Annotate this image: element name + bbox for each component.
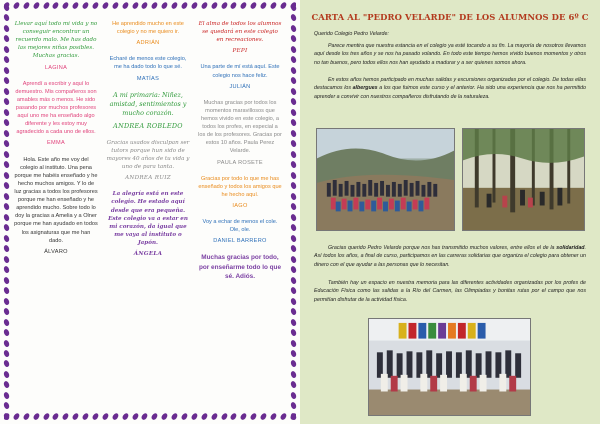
- pin-ornament-icon: [180, 2, 188, 10]
- student-message: [106, 55, 190, 82]
- pin-ornament-icon: [290, 213, 297, 221]
- pin-ornament-icon: [290, 45, 297, 53]
- message-signature: ÁLVARO: [44, 248, 68, 255]
- pin-ornament-icon: [101, 413, 109, 421]
- pin-ornament-icon: [3, 360, 10, 368]
- letter-paragraph-2: [314, 76, 586, 101]
- student-message: [106, 190, 190, 258]
- message-text: Voy a echar de menos el cole. Ole, ole.: [202, 219, 278, 234]
- pin-ornament-icon: [3, 349, 10, 357]
- pin-ornament-icon: [290, 234, 297, 242]
- decorative-border-bottom: [4, 413, 296, 422]
- message-text: A mi primaria: Niñez, amistad, sentimientos y mucho corazón.: [109, 90, 187, 118]
- message-text: Gracias usados disculpan ser tutors porque hun sido de mayores 40 años de tu vida y uno de para tanta.: [106, 139, 190, 171]
- pin-ornament-icon: [290, 349, 297, 357]
- pin-ornament-icon: [3, 119, 10, 127]
- pin-ornament-icon: [171, 2, 179, 10]
- pin-ornament-icon: [12, 2, 20, 10]
- pin-ornament-icon: [290, 265, 297, 273]
- decorative-border-left: [2, 4, 11, 420]
- pin-ornament-icon: [290, 244, 297, 252]
- message-text: La alegría está en este colegio. He estado aquí desde que era pequeña. Este colegio va a estar en mi corazón, da igual que me vaya al instituto o Japón.: [108, 191, 188, 246]
- pin-ornament-icon: [290, 328, 297, 336]
- pin-ornament-icon: [290, 297, 297, 305]
- pin-ornament-icon: [3, 140, 10, 148]
- pin-ornament-icon: [290, 119, 297, 127]
- pin-ornament-icon: [3, 328, 10, 336]
- pin-ornament-icon: [3, 98, 10, 106]
- pin-ornament-icon: [290, 77, 297, 85]
- pin-ornament-icon: [3, 381, 10, 389]
- student-message: [198, 253, 282, 281]
- pin-ornament-icon: [3, 14, 10, 22]
- pin-ornament-icon: [141, 2, 149, 10]
- pin-ornament-icon: [91, 2, 99, 10]
- pin-ornament-icon: [220, 2, 228, 10]
- student-message: [106, 20, 190, 47]
- pin-ornament-icon: [290, 140, 297, 148]
- pin-ornament-icon: [3, 192, 10, 200]
- student-message: [198, 175, 282, 210]
- pin-ornament-icon: [52, 413, 60, 421]
- message-signature: DANIEL BARRERO: [213, 238, 267, 245]
- message-text: Aprendí a escribir y aquí lo demuestro. Mis compañeros son amables más o menos. He sido pasando por muchos profesores aquí uno me ha enseñado algo diferente y les estoy muy agradecido a cada uno de ellos.: [15, 80, 97, 136]
- letter-paragraph-1: Parece mentira que nuestra estancia en el colegio ya esté tocando a su fin. La mayoría de nosotros llevamos aquí desde los tres años y se nos ha pasado volando. En todo este tiempo hemos vivido buenos momentos y otros no tan buenos, pero todos ellos nos han ayudado a madurar y a ser quienes somos ahora.: [314, 43, 586, 66]
- pin-ornament-icon: [151, 2, 159, 10]
- pin-ornament-icon: [3, 4, 10, 12]
- letter-paragraph-4: También hay un espacio en nuestra memoria para las diferentes actividades organizadas por los profes de Educación Física como las salidas a la Río del Carmen, las Olimpiadas y bonitas rutas por el campo que nos permitían disfrutar de la actividad física.: [314, 280, 586, 303]
- pin-ornament-icon: [290, 255, 297, 263]
- pin-ornament-icon: [3, 318, 10, 326]
- pin-ornament-icon: [3, 203, 10, 211]
- pin-ornament-icon: [131, 2, 139, 10]
- student-message: [14, 20, 98, 72]
- pin-ornament-icon: [171, 413, 179, 421]
- pin-ornament-icon: [42, 413, 50, 421]
- message-signature: ANDREA RUIZ: [125, 175, 171, 182]
- pin-ornament-icon: [101, 2, 109, 10]
- message-text: He aprendido mucho en este colegio y no me quiero ir.: [112, 21, 184, 36]
- pin-ornament-icon: [22, 413, 30, 421]
- pin-ornament-icon: [290, 150, 297, 158]
- student-message: [198, 63, 282, 90]
- pin-ornament-icon: [82, 2, 90, 10]
- pin-ornament-icon: [290, 171, 297, 179]
- pin-ornament-icon: [230, 413, 238, 421]
- message-text: Muchas gracias por todo, por enseñarme todo lo que sé. Adiós.: [198, 254, 282, 280]
- letter-paragraph-3: [314, 244, 586, 269]
- message-text: El alma de todos los alumnos se quedará en este colegio en recreaciones.: [198, 21, 282, 44]
- message-signature: PAULA ROSETE: [217, 159, 263, 166]
- message-signature: PEPI: [232, 48, 248, 55]
- pin-ornament-icon: [290, 182, 297, 190]
- pin-ornament-icon: [290, 286, 297, 294]
- pin-ornament-icon: [290, 35, 297, 43]
- pin-ornament-icon: [3, 276, 10, 284]
- message-signature: MATÍAS: [136, 75, 160, 82]
- pin-ornament-icon: [290, 224, 297, 232]
- pin-ornament-icon: [151, 413, 159, 421]
- message-text: Hola. Este año me voy del colegio al instituto. Una pena porque me habéis enseñado y he hecho muchos amigos. Y lo de luz gracias a todos los profesores porque me han enseñado y he aprendido mucho. Sobre todo lo doy la gracias a Amelia y a Olner porque me han ayudado en todos los asignaturas que me han dado.: [14, 156, 98, 244]
- pin-ornament-icon: [190, 2, 198, 10]
- pin-ornament-icon: [3, 255, 10, 263]
- pin-ornament-icon: [3, 150, 10, 158]
- pin-ornament-icon: [3, 391, 10, 399]
- pin-ornament-icon: [3, 171, 10, 179]
- pin-ornament-icon: [240, 413, 248, 421]
- pin-ornament-icon: [290, 14, 297, 22]
- message-signature: ANDREA ROBLEDO: [113, 121, 183, 130]
- pin-ornament-icon: [290, 56, 297, 64]
- pin-ornament-icon: [200, 2, 208, 10]
- pin-ornament-icon: [3, 213, 10, 221]
- pin-ornament-icon: [3, 129, 10, 137]
- pin-ornament-icon: [290, 402, 297, 410]
- pin-ornament-icon: [121, 413, 129, 421]
- pin-ornament-icon: [290, 360, 297, 368]
- student-message: [198, 218, 282, 245]
- right-page-letter: [300, 0, 600, 424]
- photo-gym-group: [368, 318, 531, 416]
- pin-ornament-icon: [290, 318, 297, 326]
- pin-ornament-icon: [121, 2, 129, 10]
- highlight-albergues: albergues: [352, 85, 378, 92]
- pin-ornament-icon: [290, 108, 297, 116]
- paragraph-2-text-b: a los que fuimos este curso y el anterior. Ha sido una experiencia que nos ha permitido aprender a convivir con nuestros compañeros disfrutando de la naturaleza.: [314, 85, 586, 100]
- pin-ornament-icon: [32, 413, 40, 421]
- pin-ornament-icon: [290, 192, 297, 200]
- student-message: [106, 139, 190, 183]
- pin-ornament-icon: [279, 2, 287, 10]
- pin-ornament-icon: [290, 24, 297, 32]
- pin-ornament-icon: [3, 412, 10, 420]
- pin-ornament-icon: [3, 244, 10, 252]
- pin-ornament-icon: [290, 276, 297, 284]
- pin-ornament-icon: [3, 161, 10, 169]
- pin-ornament-icon: [141, 413, 149, 421]
- pin-ornament-icon: [3, 35, 10, 43]
- photo-group-hillside: [316, 128, 455, 231]
- pin-ornament-icon: [12, 413, 20, 421]
- student-message: [106, 91, 190, 131]
- pin-ornament-icon: [290, 412, 297, 420]
- pin-ornament-icon: [3, 87, 10, 95]
- pin-ornament-icon: [3, 66, 10, 74]
- pin-ornament-icon: [290, 203, 297, 211]
- pin-ornament-icon: [161, 2, 169, 10]
- pin-ornament-icon: [3, 45, 10, 53]
- pin-ornament-icon: [111, 413, 119, 421]
- pin-ornament-icon: [3, 56, 10, 64]
- pin-ornament-icon: [290, 391, 297, 399]
- pin-ornament-icon: [3, 234, 10, 242]
- pin-ornament-icon: [290, 129, 297, 137]
- pin-ornament-icon: [290, 98, 297, 106]
- pin-ornament-icon: [290, 381, 297, 389]
- pin-ornament-icon: [180, 413, 188, 421]
- pin-ornament-icon: [290, 370, 297, 378]
- pin-ornament-icon: [190, 413, 198, 421]
- paragraph-2-text-a: En estos años hemos participado en muchas salidas y excursiones organizadas por el colegio. De todas ellas destacamos los: [314, 77, 586, 92]
- pin-ornament-icon: [3, 24, 10, 32]
- pin-ornament-icon: [3, 370, 10, 378]
- pin-ornament-icon: [161, 413, 169, 421]
- pin-ornament-icon: [3, 182, 10, 190]
- pin-ornament-icon: [131, 413, 139, 421]
- message-text: Muchas gracias por todos los momentos maravillosos que hemos vivido en este colegio, a todos los profes, en especial a los de los profesores. Gracias por estos 10 años. Paula Perez Velarde.: [198, 99, 282, 155]
- message-text: Una parte de mí está aquí. Este colegio nos hace feliz.: [200, 64, 280, 79]
- message-signature: ADRIÁN: [136, 40, 160, 47]
- pin-ornament-icon: [290, 339, 297, 347]
- pin-ornament-icon: [82, 413, 90, 421]
- pin-ornament-icon: [62, 2, 70, 10]
- pin-ornament-icon: [91, 413, 99, 421]
- pin-ornament-icon: [260, 2, 268, 10]
- photo-forest-kids: [462, 128, 585, 231]
- messages-column-1: [14, 20, 98, 264]
- pin-ornament-icon: [3, 286, 10, 294]
- pin-ornament-icon: [260, 413, 268, 421]
- pin-ornament-icon: [3, 307, 10, 315]
- letter-greeting: Querido Colegio Pedro Velarde:: [314, 31, 389, 37]
- pin-ornament-icon: [230, 2, 238, 10]
- message-signature: EMMA: [47, 140, 65, 147]
- pin-ornament-icon: [290, 87, 297, 95]
- paragraph-3-text-b: . Así todos los años, a final de curso, participamos en las carreras solidarias que organiza el colegio para obtener un dinero con el que ayudar a las personas que lo necesitan.: [314, 245, 586, 268]
- letter-title: CARTA AL "PEDRO VELARDE" DE LOS ALUMNOS DE 6º C: [311, 12, 589, 22]
- message-signature: LAGINA: [44, 64, 68, 71]
- pin-ornament-icon: [72, 413, 80, 421]
- pin-ornament-icon: [269, 413, 277, 421]
- message-signature: IAGO: [232, 202, 248, 209]
- student-message: [14, 80, 98, 148]
- pin-ornament-icon: [250, 413, 258, 421]
- pin-ornament-icon: [3, 339, 10, 347]
- pin-ornament-icon: [290, 66, 297, 74]
- highlight-solidaridad: solidaridad: [556, 245, 585, 251]
- pin-ornament-icon: [3, 297, 10, 305]
- pin-ornament-icon: [290, 4, 297, 12]
- decorative-border-right: [289, 4, 298, 420]
- pin-ornament-icon: [269, 2, 277, 10]
- pin-ornament-icon: [42, 2, 50, 10]
- student-message: [198, 99, 282, 167]
- pin-ornament-icon: [3, 224, 10, 232]
- pin-ornament-icon: [200, 413, 208, 421]
- pin-ornament-icon: [240, 2, 248, 10]
- student-message: [198, 20, 282, 55]
- pin-ornament-icon: [3, 108, 10, 116]
- message-signature: ÁNGELA: [133, 251, 163, 258]
- decorative-border-top: [4, 2, 296, 11]
- pin-ornament-icon: [52, 2, 60, 10]
- pin-ornament-icon: [290, 161, 297, 169]
- pin-ornament-icon: [3, 265, 10, 273]
- pin-ornament-icon: [210, 413, 218, 421]
- pin-ornament-icon: [250, 2, 258, 10]
- paragraph-3-text-a: Gracias querido Pedro Velarde porque nos has transmitido muchos valores, entre ellos el de la: [328, 245, 557, 251]
- messages-column-3: [198, 20, 282, 289]
- pin-ornament-icon: [22, 2, 30, 10]
- pin-ornament-icon: [72, 2, 80, 10]
- message-text: Gracias por todo lo que me has enseñado y todos los amigos que he hecho aquí.: [198, 175, 282, 198]
- pin-ornament-icon: [32, 2, 40, 10]
- message-signature: JULIÁN: [229, 83, 251, 90]
- messages-column-2: [106, 20, 190, 266]
- message-text: Echaré de menos este colegio, me ha dado todo lo que sé.: [109, 56, 187, 71]
- pin-ornament-icon: [111, 2, 119, 10]
- pin-ornament-icon: [210, 2, 218, 10]
- pin-ornament-icon: [290, 307, 297, 315]
- pin-ornament-icon: [3, 77, 10, 85]
- pin-ornament-icon: [279, 413, 287, 421]
- pin-ornament-icon: [220, 413, 228, 421]
- pin-ornament-icon: [3, 402, 10, 410]
- student-message: [14, 156, 98, 256]
- message-text: Llevar aquí todo mi vida y no conseguir encontrar un recuerdo malo. Me has dado las mejores niñas posibles. Muchas gracias.: [14, 21, 98, 60]
- pin-ornament-icon: [62, 413, 70, 421]
